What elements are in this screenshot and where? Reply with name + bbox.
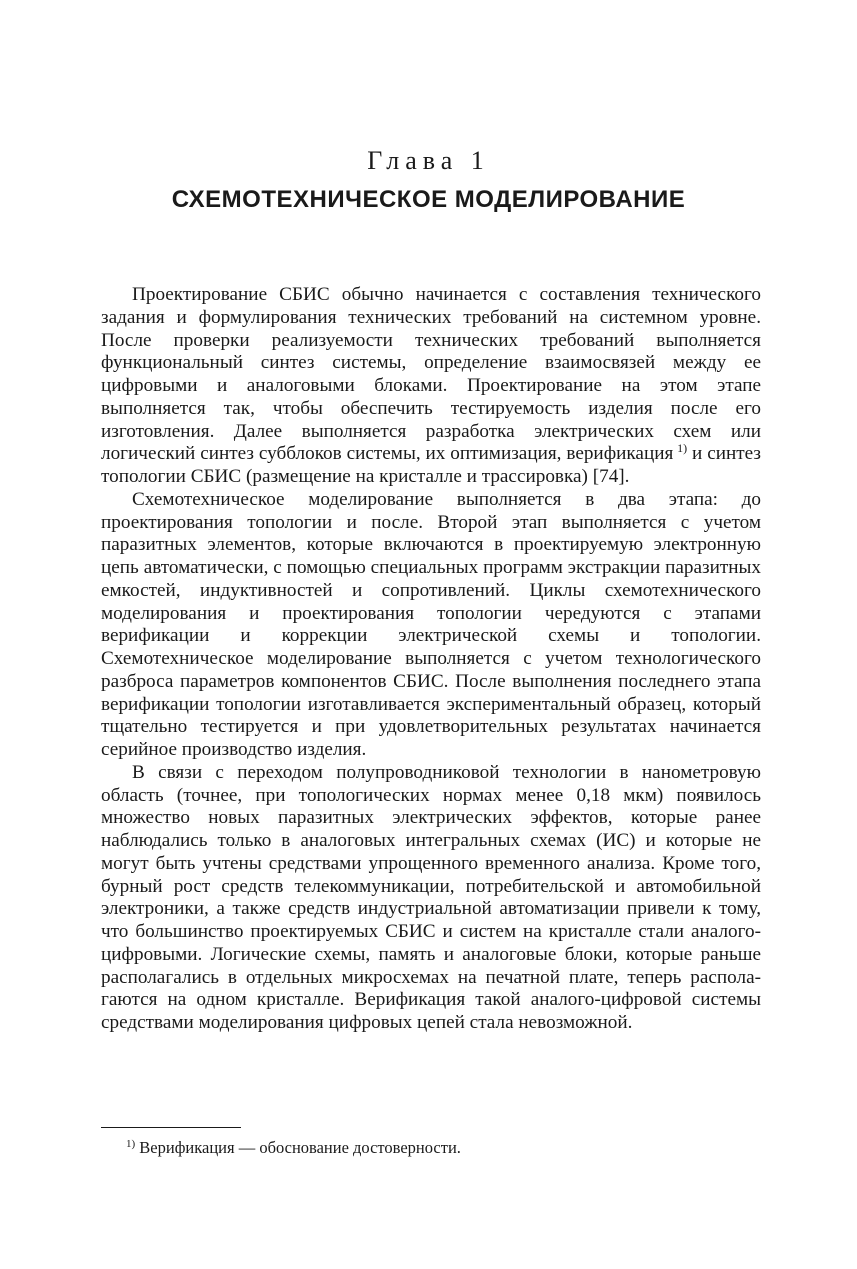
chapter-title: СХЕМОТЕХНИЧЕСКОЕ МОДЕЛИРОВАНИЕ [171, 186, 686, 213]
paragraph-1-text: Проектирование СБИС обычно начинается с составления технического задания и формулирования технических требований на системном уровне. После проверки реализуемости технических требований выполняется функциональный синтез системы, определение взаимосвязей между ее цифровыми и аналоговыми блоками. Проектирование на этом этапе выполняется так, чтобы обеспечить тестируемость изделия после его изготовления. Далее выполняется разработка электрических схем или логический синтез субблоков системы, их оптимизация, верификация [101, 284, 761, 465]
body-text [101, 284, 761, 1035]
paragraph-3: В связи с переходом полупроводниковой технологии в нанометровую область (точнее, при топологических нормах менее 0,18 мкм) появилось множество новых паразитных электрических эффектов, которые ранее наблюдались только в аналоговых интегральных схемах (ИС) и которые не могут быть учтены средствами упрощенного временного анализа. Кроме того, бурный рост средств телекоммуникации, потребительской и автомобильной электроники, а также средств индустриальной автоматизации привели к тому, что большинство проектируемых СБИС и систем на кристалле стали аналого-цифровыми. Логические схемы, память и аналоговые блоки, которые раньше располагались в отдельных микросхемах на печатной плате, теперь располагаются на одном кристалле. Верификация такой аналого-цифровой системы средствами моделирования цифровых цепей стала невозможной. [101, 761, 761, 1033]
footnote-text: Верификация — обоснование достоверности. [135, 1138, 461, 1157]
footnote-marker: 1) [126, 1138, 136, 1150]
footnote-divider [101, 1127, 241, 1128]
footnote [126, 1137, 756, 1159]
paragraph-1 [101, 284, 761, 489]
paragraph-2: Схемотехническое моделирование выполняется в два этапа: до проектирования топологии и после. Второй этап выполняется с учетом паразитных элементов, которые включаются в проектируемую электронную цепь автоматически, с помощью специальных программ экстракции паразитных емкостей, индуктивностей и сопротивлений. Циклы схемотехнического моделирования и проектирования топологии чередуются с этапами верификации и коррекции электрической схемы и топологии. Схемотехническое моделирование выполняется с учетом технологического разброса параметров компонентов СБИС. После выполнения последнего этапа верификации топологии изготавливается экспериментальный образец, который тщательно тестируется и при удовлетворительных результатах начинается серийное производство изделия. [101, 488, 761, 760]
chapter-label: Глава 1 [367, 146, 490, 175]
paragraph-1-text-continued: и синтез топологии СБИС (размещение на кристалле и трассировка) [74]. [101, 443, 761, 487]
footnote-reference[interactable]: 1) [677, 441, 688, 456]
